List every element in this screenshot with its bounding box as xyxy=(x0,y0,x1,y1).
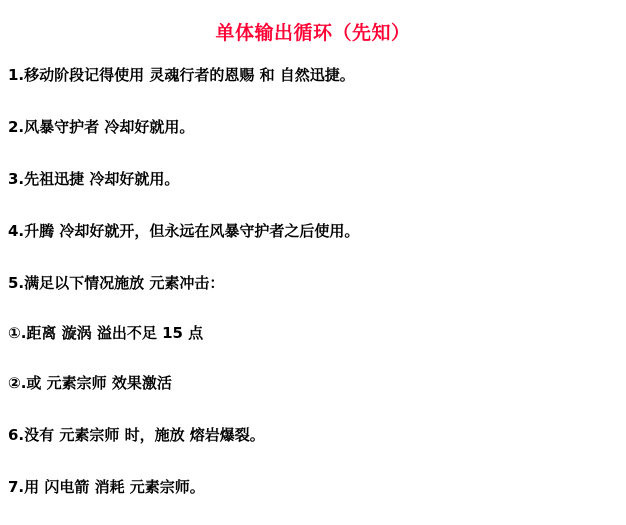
instruction-list xyxy=(0,64,626,498)
list-item: 5.满足以下情况施放 元素冲击： xyxy=(8,274,225,292)
list-item: 1.移动阶段记得使用 灵魂行者的恩赐 和 自然迅捷。 xyxy=(8,66,355,84)
list-item: 3.先祖迅捷 冷却好就用。 xyxy=(8,170,180,188)
list-item: 4.升腾 冷却好就开，但永远在风暴守护者之后使用。 xyxy=(8,222,360,240)
list-item: ②.或 元素宗师 效果激活 xyxy=(8,374,172,392)
page-title: 单体输出循环（先知） xyxy=(215,22,411,44)
list-item: 2.风暴守护者 冷却好就用。 xyxy=(8,118,195,136)
list-item: 6.没有 元素宗师 时，施放 熔岩爆裂。 xyxy=(8,426,265,444)
list-item: 7.用 闪电箭 消耗 元素宗师。 xyxy=(8,478,205,496)
document-page xyxy=(0,20,626,525)
list-item: ①.距离 漩涡 溢出不足 15 点 xyxy=(8,324,204,342)
